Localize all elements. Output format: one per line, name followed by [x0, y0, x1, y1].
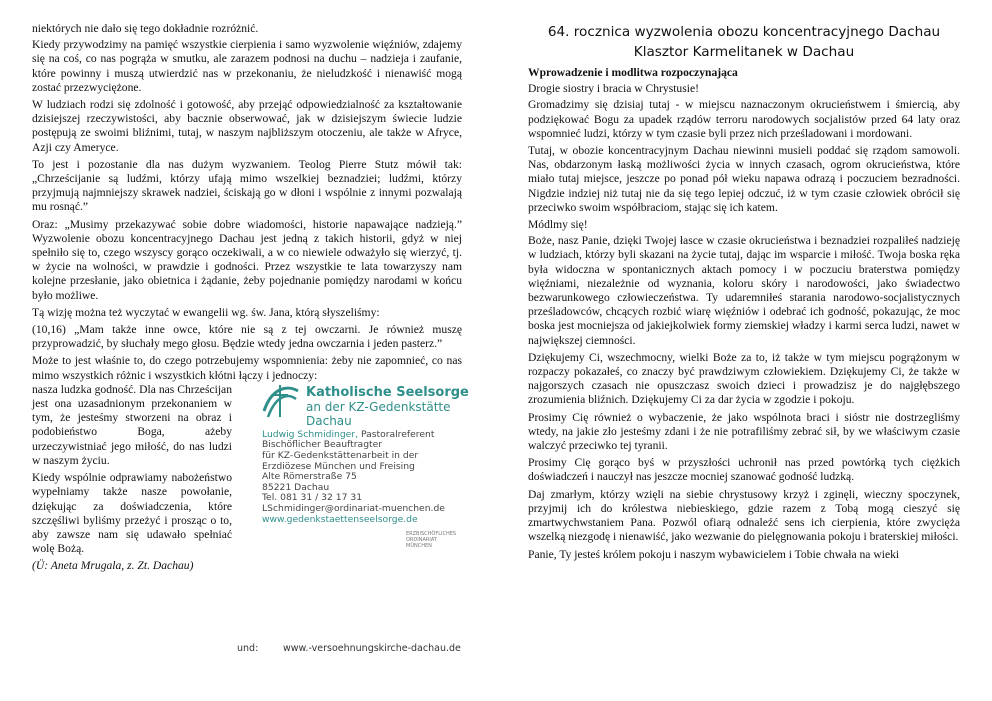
contact-phone: Tel. 081 31 / 32 17 31: [262, 492, 363, 504]
und-label: und:: [237, 643, 259, 654]
paragraph: Daj zmarłym, którzy wzięli na siebie chrystusowy krzyż i zginęli, wieczny spoczynek, przyjmij ich do królestwa niebieskiego, gdzie razem z Tobą mogą cieszyć się zmartwychwstaniem Pana. Pozwól ofiarą odnaleźć sens ich cierpienia, które zwycięża wszelką niezgodę i nienawiść, jako wezwanie do pielęgnowania pokoju i braterskiej miłości.: [528, 487, 960, 544]
contact-city: 85221 Dachau: [262, 481, 330, 493]
paragraph: Boże, nasz Panie, dzięki Twojej łasce w czasie okrucieństwa i beznadziei rozpaliłeś nadzieję w ludziach, którzy byli skazani na życie tutaj, dając im wsparcie i miłość. Twoja boska ręka była widoczna w spontanicznych aktach pomocy i w poczuciu braterstwa pomiędzy więźniami, niezależnie od wyznania, koloru skóry i narodowości, jako świadectwo bezwarunkowego człowieczeństwa. Ty udaremniłeś starania narodowo-socjalistycznych prześladowców, chcących rozbić wiarę więźniów i odebrać ich godność, pokazując, że moc boska jest mocniejsza od jakiejkolwiek formy ziemskiej władzy i karmi serca ludzi, nawet w największej ciemności.: [528, 234, 960, 347]
contact-name: Ludwig Schmidinger,: [262, 428, 359, 440]
contact-line: Erzdiözese München und Freising: [262, 460, 415, 472]
contact-email[interactable]: LSchmidinger@ordinariat-muenchen.de: [262, 503, 445, 515]
cross-logo-icon: [258, 381, 302, 421]
second-website-link[interactable]: www.-versoehnungskirche-dachau.de: [283, 643, 461, 654]
contact-line: Bischöflicher Beauftragter: [262, 439, 383, 451]
contact-line: für KZ-Gedenkstättenarbeit in der: [262, 450, 419, 462]
title-line-1: 64. rocznica wyzwolenia obozu koncentracyjnego Dachau: [547, 24, 941, 40]
contact-role: Pastoralreferent: [358, 428, 435, 440]
paragraph: nasza ludzka godność. Dla nas Chrześcijan jest ona uzasadnionym przekonaniem w tym, że jesteśmy stworzeni na obraz i podobieństwo Boga, ażeby urzeczywistniać jego miłość, do nas ludzi w naszym życiu.: [32, 382, 232, 467]
logo-title: Katholische Seelsorge: [306, 384, 469, 400]
section-heading: Wprowadzenie i modlitwa rozpoczynająca: [528, 66, 738, 79]
title-line-2: Klasztor Karmelitanek w Dachau: [633, 44, 855, 60]
text-with-logo: [32, 382, 469, 577]
paragraph: Tutaj, w obozie koncentracyjnym Dachau niewinni musieli poddać się rządom samowoli. Nas, obdarzonym łaską możliwości życia w innych czasach, ogrom okrucieństwa, które miało tutaj miejsce, jeszcze po ponad pół wieku napawa odrazą i poczuciem bezradności. Nigdzie indziej niż tutaj nie da się tego lepiej odczuć, iż w tym czasie człowiek obrócił się przeciwko swoim współbraciom, stając się ich katem.: [528, 144, 960, 214]
paragraph: Dziękujemy Ci, wszechmocny, wielki Boże za to, iż także w tym miejscu pogrążonym w rozpaczy pokazałeś, co znaczy być prawdziwym człowiekiem. Dziękujemy Ci, że także w najgorszych czasach nie opuszczasz swoich dzieci i prowadzisz je do najgłębszego zrozumienia bliźnich. Dziękujemy Ci za dar życia w zgodzie i pokoju.: [528, 350, 960, 407]
paragraph: W ludziach rodzi się zdolność i gotowość, aby przejąć odpowiedzialność za kształtowanie dzisiejszej rzeczywistości, aby bacznie obserwować, jak w dzisiejszym świecie ludzie postępują ze swoimi bliźnimi, tutaj, w naszym najbliższym otoczeniu, ale także w Afryce, Azji czy Ameryce.: [32, 98, 462, 154]
wrapped-text: [32, 383, 232, 577]
paragraph: Gromadzimy się dzisiaj tutaj - w miejscu naznaczonym okrucieństwem i śmiercią, aby podziękować Bogu za upadek rządów terroru narodowych socjalistów przed 64 laty oraz wspomnieć ludzi, którzy w tym czasie byli przez nich prześladowani i mordowani.: [528, 98, 960, 140]
paragraph: Prosimy Cię również o wybaczenie, że jako wspólnota braci i sióstr nie dostrzegliśmy wtedy, na jakie zło jesteśmy zdani i że nie potrafiliśmy zebrać sił, by we właściwym czasie walczyć przeciwko tej tyranii.: [528, 410, 960, 453]
paragraph: Kiedy przywodzimy na pamięć wszystkie cierpienia i samo wyzwolenie więźniów, zdajemy się na coś, co nas pogrąża w smutku, ale zarazem podnosi na duchu – nadzieja i zaufanie, które powinny i muszą utwierdzić nas w przekonaniu, że nieludzkość i nienawiść mogą zostać przezwyciężone.: [32, 38, 462, 94]
prayer-call: Módlmy się!: [528, 218, 588, 232]
logo-place: Dachau: [306, 413, 352, 428]
page-title: [528, 22, 960, 62]
ordinariat-badge: ERZBISCHÖFLICHES ORDINARIAT MÜNCHEN: [406, 530, 457, 549]
paragraph: To jest i pozostanie dla nas dużym wyzwaniem. Teolog Pierre Stutz mówił tak: „Chrześcijanie są ludźmi, którzy ufają mimo wszelkiej beznadziei; ludźmi, którzy przyjmują najmniejszy skrawek nadziei, ściskają go w dłoni i wspólnie z innymi pozwalają mu rosnąć.”: [32, 157, 462, 214]
translator-signature: (Ü: Aneta Mrugala, z. Zt. Dachau): [32, 559, 194, 573]
paragraph: Panie, Ty jesteś królem pokoju i naszym wybawicielem i Tobie chwała na wieki: [528, 547, 900, 561]
right-column: [528, 22, 960, 565]
contact-address: Alte Römerstraße 75: [262, 471, 357, 483]
gospel-quote: (10,16) „Mam także inne owce, które nie są z tej owczarni. Je również muszę przyprowadzić, by słuchały mego głosu. Będzie wtedy jedna owczarnia i jeden pasterz.”: [32, 323, 462, 351]
paragraph: Może to jest właśnie to, do czego potrzebujemy wspomnienia: żeby nie zapomnieć, co nas mimo wszystkich różnic i wszystkich kłótni łączy i jednoczy:: [32, 354, 462, 382]
left-column: [32, 22, 469, 577]
paragraph: Oraz: „Musimy przekazywać sobie dobre wiadomości, historie napawające nadzieją.” Wyzwolenie obozu koncentracyjnego Dachau jest jedną z takich historii, gdyż w niej spełniło się to, czego wszyscy gorąco oczekiwali, a w co niewiele odważyło się wierzyć, tj. w życie na wolności, w prawdzie i godności. Przez wszystkie te lata towarzyszy nam kolejne przesłanie, jako obietnica i żądanie, żeby pojednanie pomiędzy narodami w końcu było możliwe.: [32, 217, 462, 302]
greeting: Drogie siostry i bracia w Chrystusie!: [528, 82, 699, 96]
seelsorge-logo-block: [262, 385, 472, 577]
contact-info: [262, 430, 472, 525]
paragraph: Kiedy wspólnie odprawiamy nabożeństwo wypełniamy także nasze powołanie, dziękując za doświadczenia, które szczęśliwi byliśmy przeżyć i prosząc o to, aby zawsze nam się udawało spełniać wolę Bożą.: [32, 471, 232, 556]
paragraph: Tą wizję można też wyczytać w ewangelii wg. św. Jana, którą słyszeliśmy:: [32, 305, 380, 319]
website-link[interactable]: www.gedenkstaettenseelsorge.de: [262, 513, 418, 525]
paragraph: Prosimy Cię gorąco byś w przyszłości uchronił nas przed powtórką tych ciężkich doświadczeń i nauczył nas jeszcze mocniej szanować godność ludzką.: [528, 456, 960, 484]
logo-subtitle: an der KZ-Gedenkstätte: [306, 399, 451, 414]
paragraph: niektórych nie dało się tego dokładnie rozróżnić.: [32, 22, 259, 35]
